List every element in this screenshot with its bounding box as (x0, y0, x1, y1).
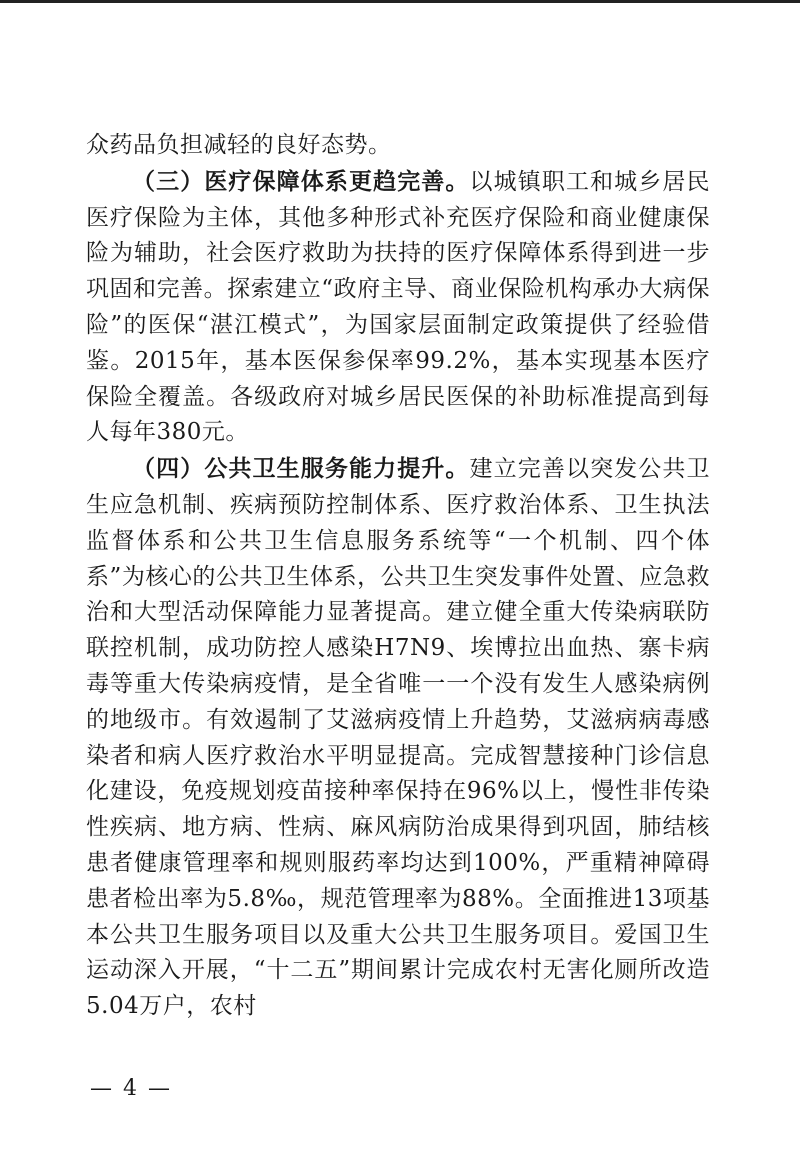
top-border (0, 0, 800, 3)
paragraph-text: 以城镇职工和城乡居民医疗保险为主体，其他多种形式补充医疗保险和商业健康保险为辅助，社会医疗救助为扶持的医疗保障体系得到进一步巩固和完善。探索建立“政府主导、商业保险机构承办大病保险”的医保“湛江模式”，为国家层面制定政策提供了经验借鉴。2015年，基本医保参保率99.2%，基本实现基本医疗保险全覆盖。各级政府对城乡居民医保的补助标准提高到每人每年380元。 (86, 168, 711, 446)
section-heading: （四）公共卫生服务能力提升。 (132, 455, 470, 483)
document-body (86, 128, 710, 1025)
section-heading: （三）医疗保障体系更趋完善。 (132, 167, 470, 195)
paragraph-medical-insurance (86, 164, 710, 451)
paragraph-text: 众药品负担减轻的良好态势。 (86, 132, 392, 158)
paragraph-continuation (86, 128, 710, 164)
paragraph-text: 建立完善以突发公共卫生应急机制、疾病预防控制体系、医疗救治体系、卫生执法监督体系和公共卫生信息服务系统等“一个机制、四个体系”为核心的公共卫生体系，公共卫生突发事件处置、应急救治和大型活动保障能力显著提高。建立健全重大传染病联防联控机制，成功防控人感染H7N9、埃博拉出血热、寨卡病毒等重大传染病疫情，是全省唯一一个没有发生人感染病例的地级市。有效遏制了艾滋病疫情上升趋势，艾滋病病毒感染者和病人医疗救治水平明显提高。完成智慧接种门诊信息化建设，免疫规划疫苗接种率保持在96%以上，慢性非传染性疾病、地方病、性病、麻风病防治成果得到巩固，肺结核患者健康管理率和规则服药率均达到100%，严重精神障碍患者检出率为5.8‰，规范管理率为88%。全面推进13项基本公共卫生服务项目以及重大公共卫生服务项目。爱国卫生运动深入开展，“十二五”期间累计完成农村无害化厕所改造5.04万户，农村 (86, 456, 711, 1020)
paragraph-public-health (86, 451, 710, 1025)
page-number: — 4 — (90, 1076, 172, 1101)
